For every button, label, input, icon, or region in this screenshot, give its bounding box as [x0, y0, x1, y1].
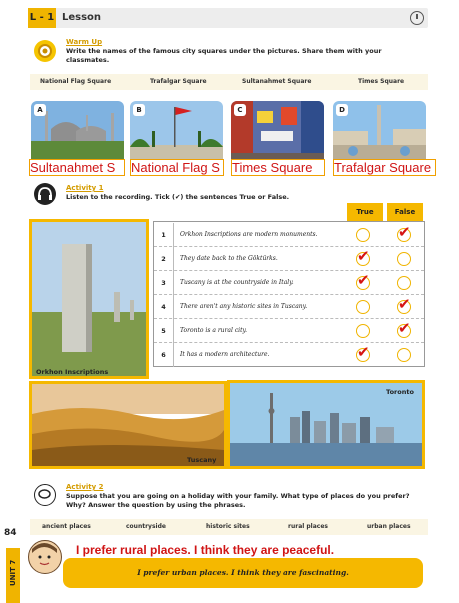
word-bank-item: National Flag Square [40, 78, 112, 85]
unit-label: UNIT 7 [9, 559, 17, 587]
picture-b-flag-square [130, 101, 223, 165]
student-avatar [28, 540, 62, 574]
headphones-icon [34, 183, 56, 205]
false-checkbox[interactable] [397, 276, 411, 290]
activity1-title: Activity 1 [66, 184, 104, 192]
phrase-item: historic sites [206, 523, 250, 530]
row-number: 3 [154, 271, 174, 295]
lesson-header [28, 8, 428, 28]
row-number: 4 [154, 295, 174, 319]
row-sentence: Tuscany is at the countryside in Italy. [180, 279, 294, 286]
table-row [154, 223, 424, 247]
table-row [154, 247, 424, 271]
true-checkbox[interactable] [356, 300, 370, 314]
word-bank-item: Sultanahmet Square [242, 78, 312, 85]
true-checkbox[interactable] [356, 276, 370, 290]
true-checkbox[interactable] [356, 252, 370, 266]
row-sentence: It has a modern architecture. [180, 351, 270, 358]
phrase-item: ancient places [42, 523, 91, 530]
false-checkbox[interactable] [397, 252, 411, 266]
activity2-instruction: Suppose that you are going on a holiday with your family. What type of places do you prefer? Why? Answer the question by using the phrases. [66, 492, 410, 509]
table-row [154, 319, 424, 343]
phrase-item: countryside [126, 523, 166, 530]
row-number: 2 [154, 247, 174, 271]
table-row [154, 295, 424, 319]
false-column-header: False [387, 203, 423, 221]
answer-a[interactable]: Sultanahmet S [29, 159, 125, 176]
word-bank-item: Times Square [358, 78, 405, 85]
student-answer[interactable]: I prefer rural places. I think they are peaceful. [76, 543, 335, 557]
orkhon-photo [29, 219, 149, 379]
warmup-instruction: Write the names of the famous city squares under the pictures. Share them with your classmates. [66, 47, 382, 64]
false-checkbox[interactable] [397, 348, 411, 362]
row-sentence: They date back to the Göktürks. [180, 255, 278, 262]
toronto-photo [227, 380, 425, 469]
lesson-code: L - 1 [28, 8, 56, 28]
row-number: 5 [154, 319, 174, 343]
answer-d[interactable]: Trafalgar Square [333, 159, 436, 176]
activity2-phrase-bank [30, 519, 428, 535]
picture-d-trafalgar-square [333, 101, 426, 165]
picture-letter: B [133, 104, 145, 116]
row-sentence: Toronto is a rural city. [180, 327, 248, 334]
lesson-label: Lesson [62, 12, 102, 23]
false-checkbox[interactable] [397, 300, 411, 314]
word-bank-item: Trafalgar Square [150, 78, 207, 85]
warmup-gear-icon [34, 40, 56, 62]
phrase-item: urban places [367, 523, 411, 530]
orkhon-caption: Orkhon Inscriptions [36, 368, 109, 376]
page-number: 84 [4, 528, 17, 538]
false-checkbox[interactable] [397, 324, 411, 338]
picture-letter: C [234, 104, 246, 116]
true-checkbox[interactable] [356, 348, 370, 362]
tuscany-caption: Tuscany [187, 456, 217, 464]
picture-letter: D [336, 104, 348, 116]
true-checkbox[interactable] [356, 228, 370, 242]
true-checkbox[interactable] [356, 324, 370, 338]
row-sentence: Orkhon Inscriptions are modern monuments. [180, 231, 318, 238]
table-row [154, 271, 424, 295]
phrase-item: rural places [288, 523, 328, 530]
row-number: 6 [154, 343, 174, 367]
clock-icon [410, 11, 424, 25]
speech-bubble-icon [34, 484, 56, 506]
row-number: 1 [154, 223, 174, 247]
toronto-caption: Toronto [386, 388, 414, 396]
table-row [154, 343, 424, 367]
tuscany-photo [29, 381, 227, 469]
true-false-table [153, 221, 425, 367]
answer-c[interactable]: Times Square [231, 159, 325, 176]
activity1-instruction: Listen to the recording. Tick (✔) the sentences True or False. [66, 193, 290, 201]
picture-c-times-square [231, 101, 324, 165]
example-answer: I prefer urban places. I think they are fascinating. [137, 568, 349, 577]
example-speech-bubble [63, 558, 423, 588]
row-sentence: There aren't any historic sites in Tuscany. [180, 303, 308, 310]
false-checkbox[interactable] [397, 228, 411, 242]
answer-b[interactable]: National Flag S [130, 159, 224, 176]
warmup-title: Warm Up [66, 38, 103, 46]
warmup-word-bank [30, 74, 428, 90]
activity2-title: Activity 2 [66, 483, 104, 491]
picture-a-mosque [31, 101, 124, 165]
picture-letter: A [34, 104, 46, 116]
true-column-header: True [347, 203, 383, 221]
